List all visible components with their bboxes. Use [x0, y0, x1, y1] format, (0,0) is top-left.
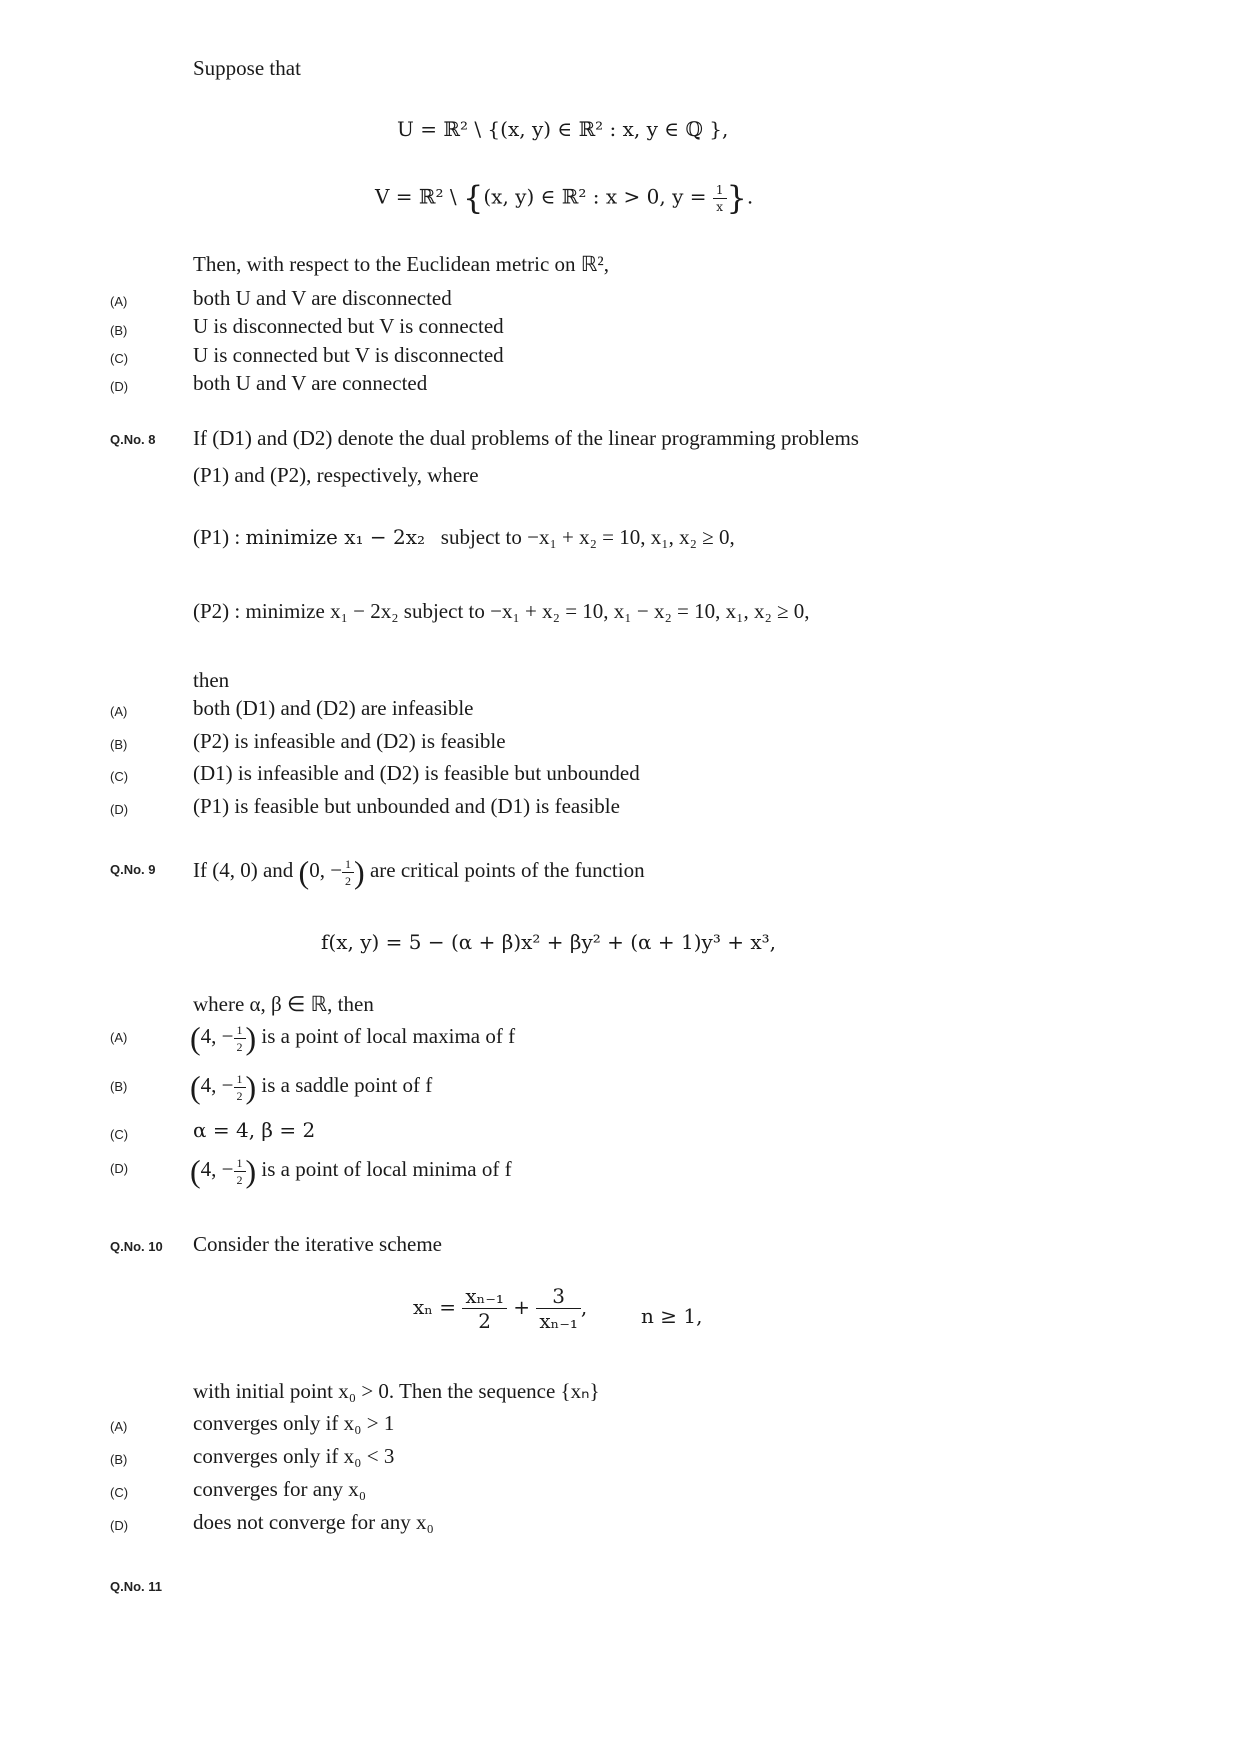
q9-number: Q.No. 9 [110, 862, 156, 877]
q7-stem: Then, with respect to the Euclidean metric on ℝ², [193, 252, 609, 276]
q10-option-c: converges for any x₀ [193, 1477, 367, 1501]
q8-p1: (P1) : minimize x₁ − 2x₂ subject to −x₁ + x₂ = 10, x₁, x₂ ≥ 0, [193, 525, 735, 549]
q7-option-d: both U and V are connected [193, 371, 428, 395]
q7-option-c-label: (C) [110, 351, 129, 366]
q9-where: where α, β ∈ ℝ, then [193, 992, 374, 1016]
q10-option-a: converges only if x₀ > 1 [193, 1411, 395, 1435]
q8-option-a: both (D1) and (D2) are infeasible [193, 696, 474, 720]
q8-number: Q.No. 8 [110, 432, 156, 447]
q8-option-d-label: (D) [110, 802, 129, 817]
q10-follow: with initial point x₀ > 0. Then the sequence {xₙ} [193, 1379, 600, 1403]
q10-option-b: converges only if x₀ < 3 [193, 1444, 395, 1468]
q8-stem-line2: (P1) and (P2), respectively, where [193, 463, 479, 487]
q10-option-b-label: (B) [110, 1452, 128, 1467]
q7-option-b: U is disconnected but V is connected [193, 314, 504, 338]
q9-option-d-label: (D) [110, 1161, 129, 1176]
q7-intro: Suppose that [193, 56, 301, 80]
q7-option-b-label: (B) [110, 323, 128, 338]
q10-number: Q.No. 10 [110, 1239, 163, 1254]
q8-option-b: (P2) is infeasible and (D2) is feasible [193, 729, 506, 753]
q7-equation-v: V = ℝ² \ {(x, y) ∈ ℝ² : x > 0, y = $\frac{1}{x}$ }. [375, 179, 754, 217]
q7-option-d-label: (D) [110, 379, 129, 394]
q8-option-c: (D1) is infeasible and (D2) is feasible but unbounded [193, 761, 640, 785]
q8-p2: (P2) : minimize x₁ − 2x₂ subject to −x₁ + x₂ = 10, x₁ − x₂ = 10, x₁, x₂ ≥ 0, [193, 599, 810, 623]
q7-option-a-label: (A) [110, 294, 128, 309]
q9-option-d: (4, − $\frac{1}{2}$ ) is a point of local minima of f [190, 1153, 512, 1189]
q7-equation-u: U = ℝ² \ {(x, y) ∈ ℝ² : x, y ∈ ℚ }, [397, 117, 729, 141]
q10-stem: Consider the iterative scheme [193, 1232, 442, 1256]
q9-option-a: (4, − $\frac{1}{2}$ ) is a point of local maxima of f [190, 1020, 516, 1056]
q10-scheme: xₙ = $\frac{\text{xₙ₋₁}}{2}$ + $\frac{3}{\text{xₙ₋₁}}$ , [413, 1284, 588, 1333]
q9-function: f(x, y) = 5 − (α + β)x² + βy² + (α + 1)y³ + x³, [321, 930, 776, 954]
q9-stem: If (4, 0) and (0, − $\frac{1}{2}$ ) are critical points of the function [193, 854, 645, 890]
q8-stem-line1: If (D1) and (D2) denote the dual problems of the linear programming problems [193, 426, 859, 450]
q9-option-c-label: (C) [110, 1127, 129, 1142]
q8-option-a-label: (A) [110, 704, 128, 719]
q7-option-a: both U and V are disconnected [193, 286, 452, 310]
q10-option-d-label: (D) [110, 1518, 129, 1533]
q8-option-d: (P1) is feasible but unbounded and (D1) is feasible [193, 794, 620, 818]
q10-option-a-label: (A) [110, 1419, 128, 1434]
q9-option-a-label: (A) [110, 1030, 128, 1045]
q10-condition: n ≥ 1, [641, 1304, 703, 1328]
q10-option-d: does not converge for any x₀ [193, 1510, 434, 1534]
q7-option-c: U is connected but V is disconnected [193, 343, 504, 367]
q9-option-b-label: (B) [110, 1079, 128, 1094]
q10-option-c-label: (C) [110, 1485, 129, 1500]
q9-option-c: α = 4, β = 2 [193, 1118, 316, 1142]
q9-option-b: (4, − $\frac{1}{2}$ ) is a saddle point of f [190, 1069, 433, 1105]
q8-option-c-label: (C) [110, 769, 129, 784]
q8-option-b-label: (B) [110, 737, 128, 752]
q11-number: Q.No. 11 [110, 1579, 163, 1594]
q8-then: then [193, 668, 230, 692]
